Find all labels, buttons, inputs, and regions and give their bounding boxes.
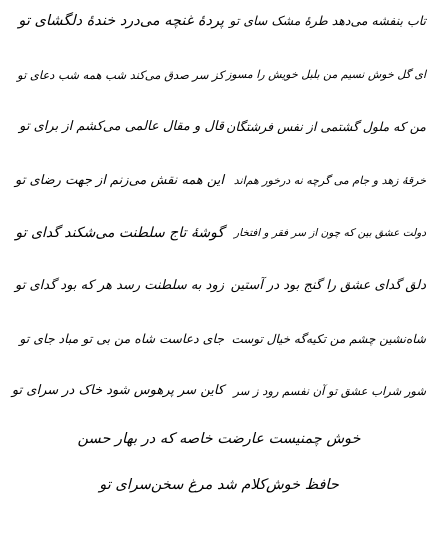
verse-line: پردهٔ غنچه می‌درد خندهٔ دلگشای تو (18, 13, 224, 29)
verse-line: دلق گدای عشق را گنج بود در آستین (230, 278, 426, 293)
verse-line: دولت عشق بین که چون از سر فقر و افتخار (234, 227, 426, 239)
verse-line: تاب بنفشه می‌دهد طرهٔ مشک سای تو (229, 13, 426, 28)
verse-line: کز سر صدق می‌کند شب همه شب دعای تو (17, 68, 224, 82)
verse-line: جای دعاست شاه من بی تو مباد جای تو (19, 331, 224, 346)
verse-line: گوشهٔ تاج سلطنت می‌شکند گدای تو (15, 225, 224, 241)
verse-line: کاین سر پرهوس شود خاک در سرای تو (11, 383, 224, 398)
final-verse-line-1: خوش چمنیست عارضت خاصه که در بهار حسن (77, 431, 361, 447)
verse-line: قال و مقال عالمی می‌کشم از برای تو (19, 119, 224, 134)
verse-line: این همه نقش می‌زنم از جهت رضای تو (15, 173, 224, 188)
verse-line: زود به سلطنت رسد هر که بود گدای تو (15, 278, 224, 293)
verse-line: من که ملول گشتمی از نفس فرشتگان (226, 119, 426, 134)
final-verse-line-2: حافظ خوش‌کلام شد مرغ سخن‌سرای تو (99, 477, 339, 493)
verse-line: شور شراب عشق تو آن نفسم رود ز سر (233, 384, 426, 398)
verse-line: خرقهٔ زهد و جام می گرچه نه درخور هم‌اند (233, 174, 426, 187)
verse-line: ای گل خوش نسیم من بلبل خویش را مسوز (226, 68, 426, 81)
verse-line: شاه‌نشین چشم من تکیه‌گه خیال توست (231, 332, 426, 346)
